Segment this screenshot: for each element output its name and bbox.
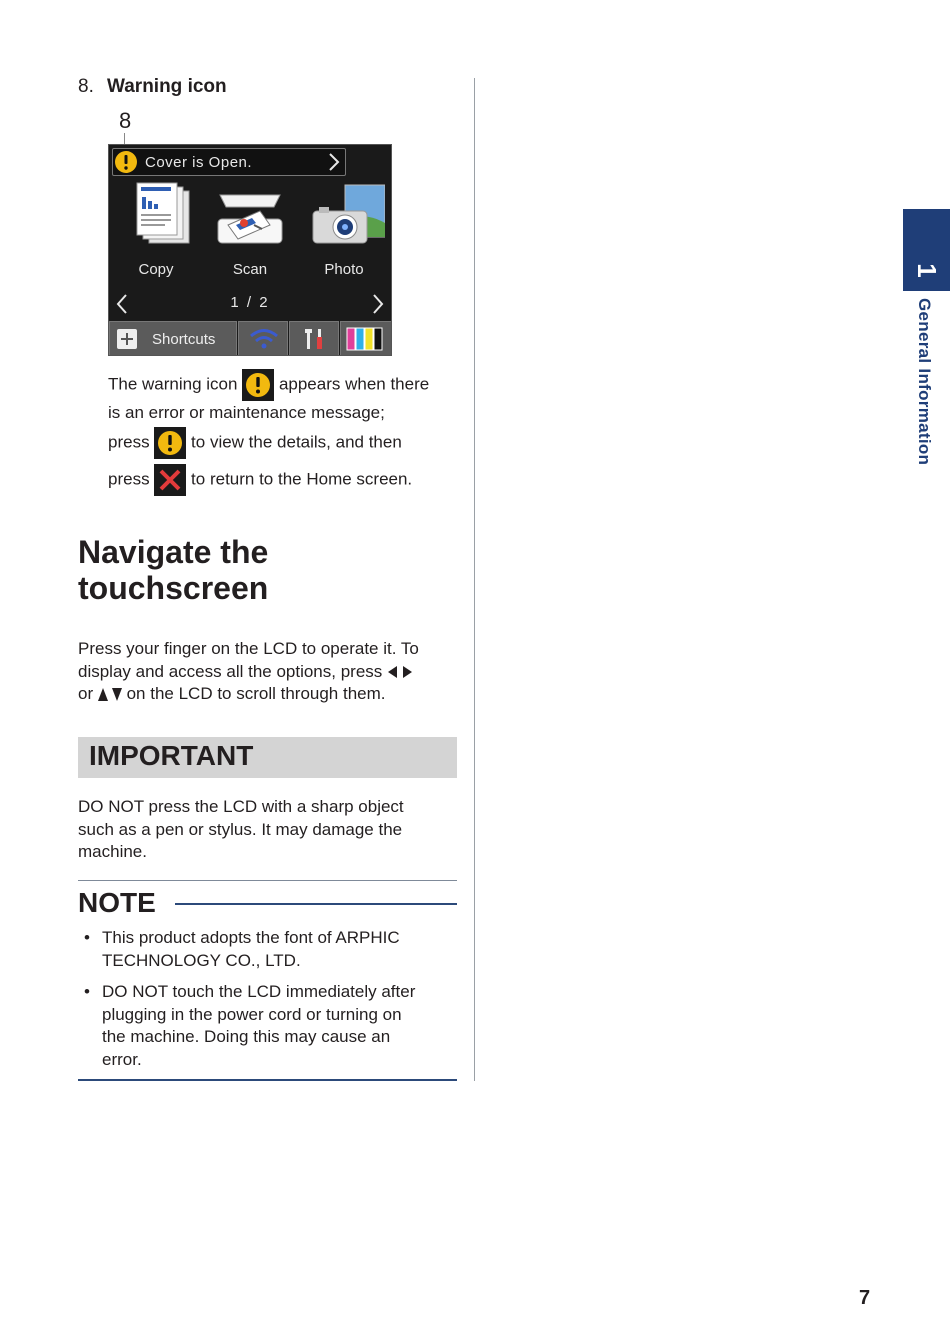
wifi-button xyxy=(238,321,288,356)
bullet-text xyxy=(102,927,452,972)
para-text: to return to the Home screen. xyxy=(191,469,413,489)
important-line: such as a pen or stylus. It may damage the xyxy=(78,819,403,839)
up-down-arrows-icon xyxy=(98,688,122,702)
tools-icon xyxy=(303,327,327,351)
warning-icon xyxy=(242,369,274,401)
section-text: on the LCD to scroll through them. xyxy=(126,684,386,703)
wifi-icon xyxy=(249,327,279,351)
section-line-2 xyxy=(78,661,458,684)
bullet-line: error. xyxy=(102,1049,142,1069)
important-line: machine. xyxy=(78,842,147,861)
lcd-bottom-bar xyxy=(109,321,391,356)
chevron-right-icon xyxy=(327,152,341,172)
close-icon xyxy=(154,464,186,496)
divider xyxy=(78,880,457,881)
photo-label: Photo xyxy=(324,261,364,278)
section-line-3 xyxy=(78,683,458,706)
page-number: 7 xyxy=(859,1287,871,1309)
callout-number: 8 xyxy=(119,108,132,133)
chapter-number: 1 xyxy=(912,263,942,278)
bullet-line: TECHNOLOGY CO., LTD. xyxy=(102,950,301,970)
shortcuts-button xyxy=(109,321,237,356)
page-indicator: 1 / 2 xyxy=(230,294,270,311)
note-title: NOTE xyxy=(78,887,156,918)
copy-app-tile xyxy=(111,181,201,291)
warning-para-line-1 xyxy=(108,369,468,401)
para-text: press xyxy=(108,432,150,452)
section-paragraph xyxy=(78,638,458,706)
note-rule xyxy=(175,903,457,905)
scan-icon xyxy=(214,185,286,257)
copy-label: Copy xyxy=(138,261,174,278)
para-text: The warning icon xyxy=(108,374,238,394)
warning-para-line-4 xyxy=(108,464,468,496)
bullet-text xyxy=(102,981,452,1071)
photo-app-tile xyxy=(299,181,389,291)
para-text: press xyxy=(108,469,150,489)
bullet-line: plugging in the power cord or turning on xyxy=(102,1004,402,1024)
column-divider xyxy=(474,78,475,1081)
scan-label: Scan xyxy=(232,261,268,278)
copy-icon xyxy=(123,181,195,253)
bullet-line: DO NOT touch the LCD immediately after xyxy=(102,982,416,1001)
warning-banner xyxy=(112,148,346,176)
bullet-dot: • xyxy=(84,928,90,947)
important-line: DO NOT press the LCD with a sharp object xyxy=(78,797,404,816)
important-header xyxy=(78,737,457,778)
left-right-arrows-icon xyxy=(387,666,413,678)
note-bottom-rule xyxy=(78,1079,457,1081)
warning-icon xyxy=(114,150,138,174)
chapter-label: General Information xyxy=(915,298,934,466)
photo-icon xyxy=(305,181,385,253)
ink-button xyxy=(340,321,392,356)
chapter-tab xyxy=(903,209,950,291)
item-heading xyxy=(78,76,227,98)
para-text: appears when there xyxy=(278,374,430,394)
heading-line-1: Navigate the xyxy=(78,534,269,570)
ink-icon xyxy=(346,327,386,351)
warning-icon xyxy=(154,427,186,459)
note-bullet-1 xyxy=(84,927,454,977)
scan-app-tile xyxy=(205,181,295,291)
warning-para-line-3 xyxy=(108,427,468,459)
bullet-dot: • xyxy=(84,982,90,1001)
warning-para-line-2: is an error or maintenance message; xyxy=(108,403,385,422)
page-indicator-row xyxy=(109,291,391,317)
item-number: 8. xyxy=(78,76,94,97)
section-heading xyxy=(78,534,458,606)
section-line-1: Press your finger on the LCD to operate it. To xyxy=(78,639,419,658)
para-text: to view the details, and then xyxy=(191,432,402,452)
warning-banner-text: Cover is Open. xyxy=(145,154,253,171)
note-bullet-2 xyxy=(84,981,454,1076)
chevron-right-icon xyxy=(371,293,385,315)
important-title: IMPORTANT xyxy=(89,740,254,771)
lcd-screen-illustration xyxy=(108,144,392,356)
plus-icon xyxy=(117,329,137,349)
section-text: or xyxy=(78,684,94,703)
item-title: Warning icon xyxy=(107,76,227,97)
bullet-line: the machine. Doing this may cause an xyxy=(102,1027,391,1046)
section-text: display and access all the options, press xyxy=(78,661,383,681)
bullet-line: This product adopts the font of ARPHIC xyxy=(102,928,400,947)
settings-button xyxy=(289,321,339,356)
important-text xyxy=(78,796,458,864)
shortcuts-label: Shortcuts xyxy=(152,331,216,348)
heading-line-2: touchscreen xyxy=(78,570,269,606)
